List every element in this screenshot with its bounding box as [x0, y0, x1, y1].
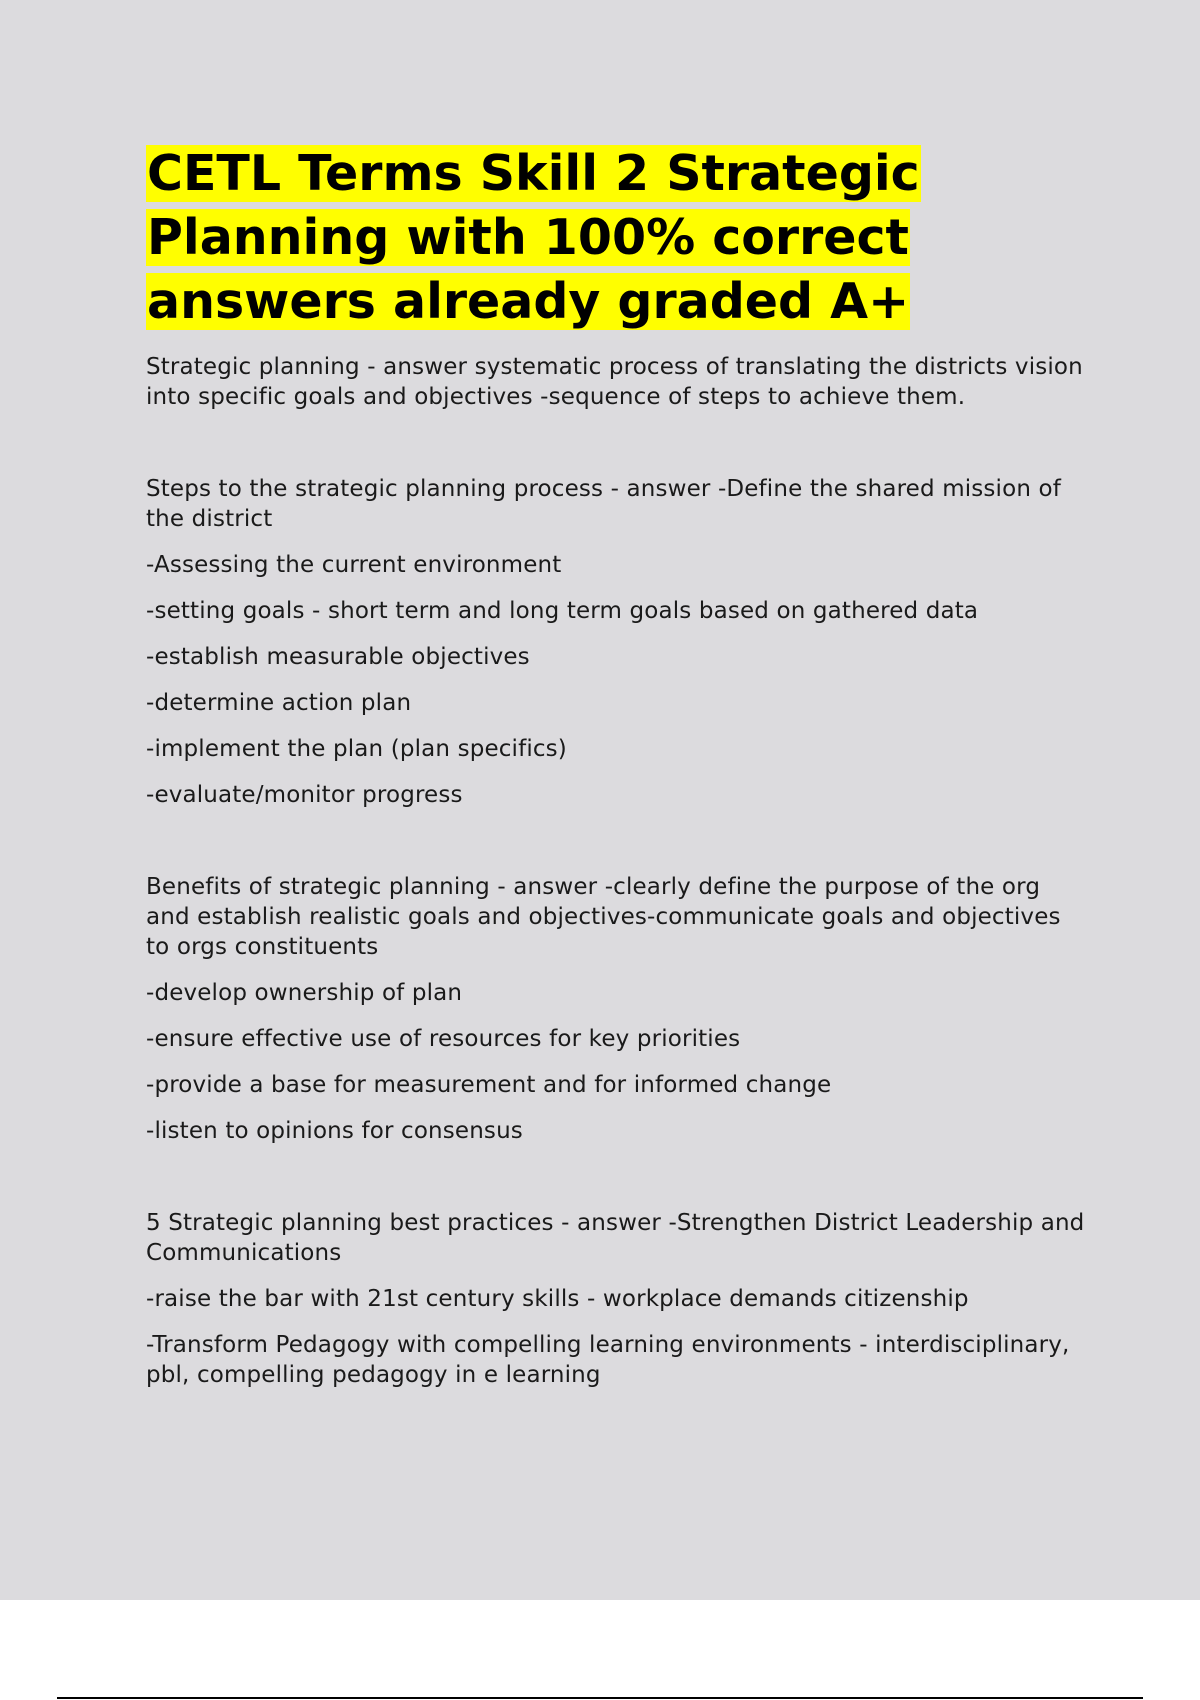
- paragraph: Steps to the strategic planning process - answer -Define the shared mission of the district: [146, 476, 1061, 532]
- paragraph: Benefits of strategic planning - answer -clearly define the purpose of the org and establish realistic goals and objectives-communicate goals and objectives to orgs constituents: [146, 874, 1061, 960]
- list-item: -evaluate/monitor progress: [146, 782, 463, 808]
- qa-block-planning-steps: [146, 474, 1086, 810]
- list-item: -establish measurable objectives: [146, 644, 530, 670]
- paragraph: 5 Strategic planning best practices - answer -Strengthen District Leadership and Communications: [146, 1210, 1085, 1266]
- list-item: -listen to opinions for consensus: [146, 1118, 523, 1144]
- document-title: [146, 142, 1086, 334]
- list-item: -develop ownership of plan: [146, 980, 463, 1006]
- qa-block-strategic-planning: [146, 352, 1086, 412]
- list-item: -Assessing the current environment: [146, 552, 562, 578]
- list-item: -determine action plan: [146, 690, 412, 716]
- list-item: -provide a base for measurement and for informed change: [146, 1072, 832, 1098]
- list-item: -setting goals - short term and long term goals based on gathered data: [146, 598, 979, 624]
- list-item: -raise the bar with 21st century skills - workplace demands citizenship: [146, 1286, 969, 1312]
- paragraph: Strategic planning - answer systematic process of translating the districts vision into specific goals and objectives -sequence of steps to achieve them.: [146, 354, 1083, 410]
- list-item: -ensure effective use of resources for key priorities: [146, 1026, 741, 1052]
- list-item: -implement the plan (plan specifics): [146, 736, 567, 762]
- document-title-text: CETL Terms Skill 2 Strategic Planning with 100% correct answers already graded A+: [147, 145, 920, 330]
- list-item: -Transform Pedagogy with compelling learning environments - interdisciplinary, pbl, compelling pedagogy in e learning: [146, 1332, 1070, 1388]
- document-content: [146, 142, 1086, 1390]
- page-divider: [57, 1697, 1143, 1699]
- qa-block-best-practices: [146, 1208, 1086, 1390]
- qa-block-benefits: [146, 872, 1086, 1146]
